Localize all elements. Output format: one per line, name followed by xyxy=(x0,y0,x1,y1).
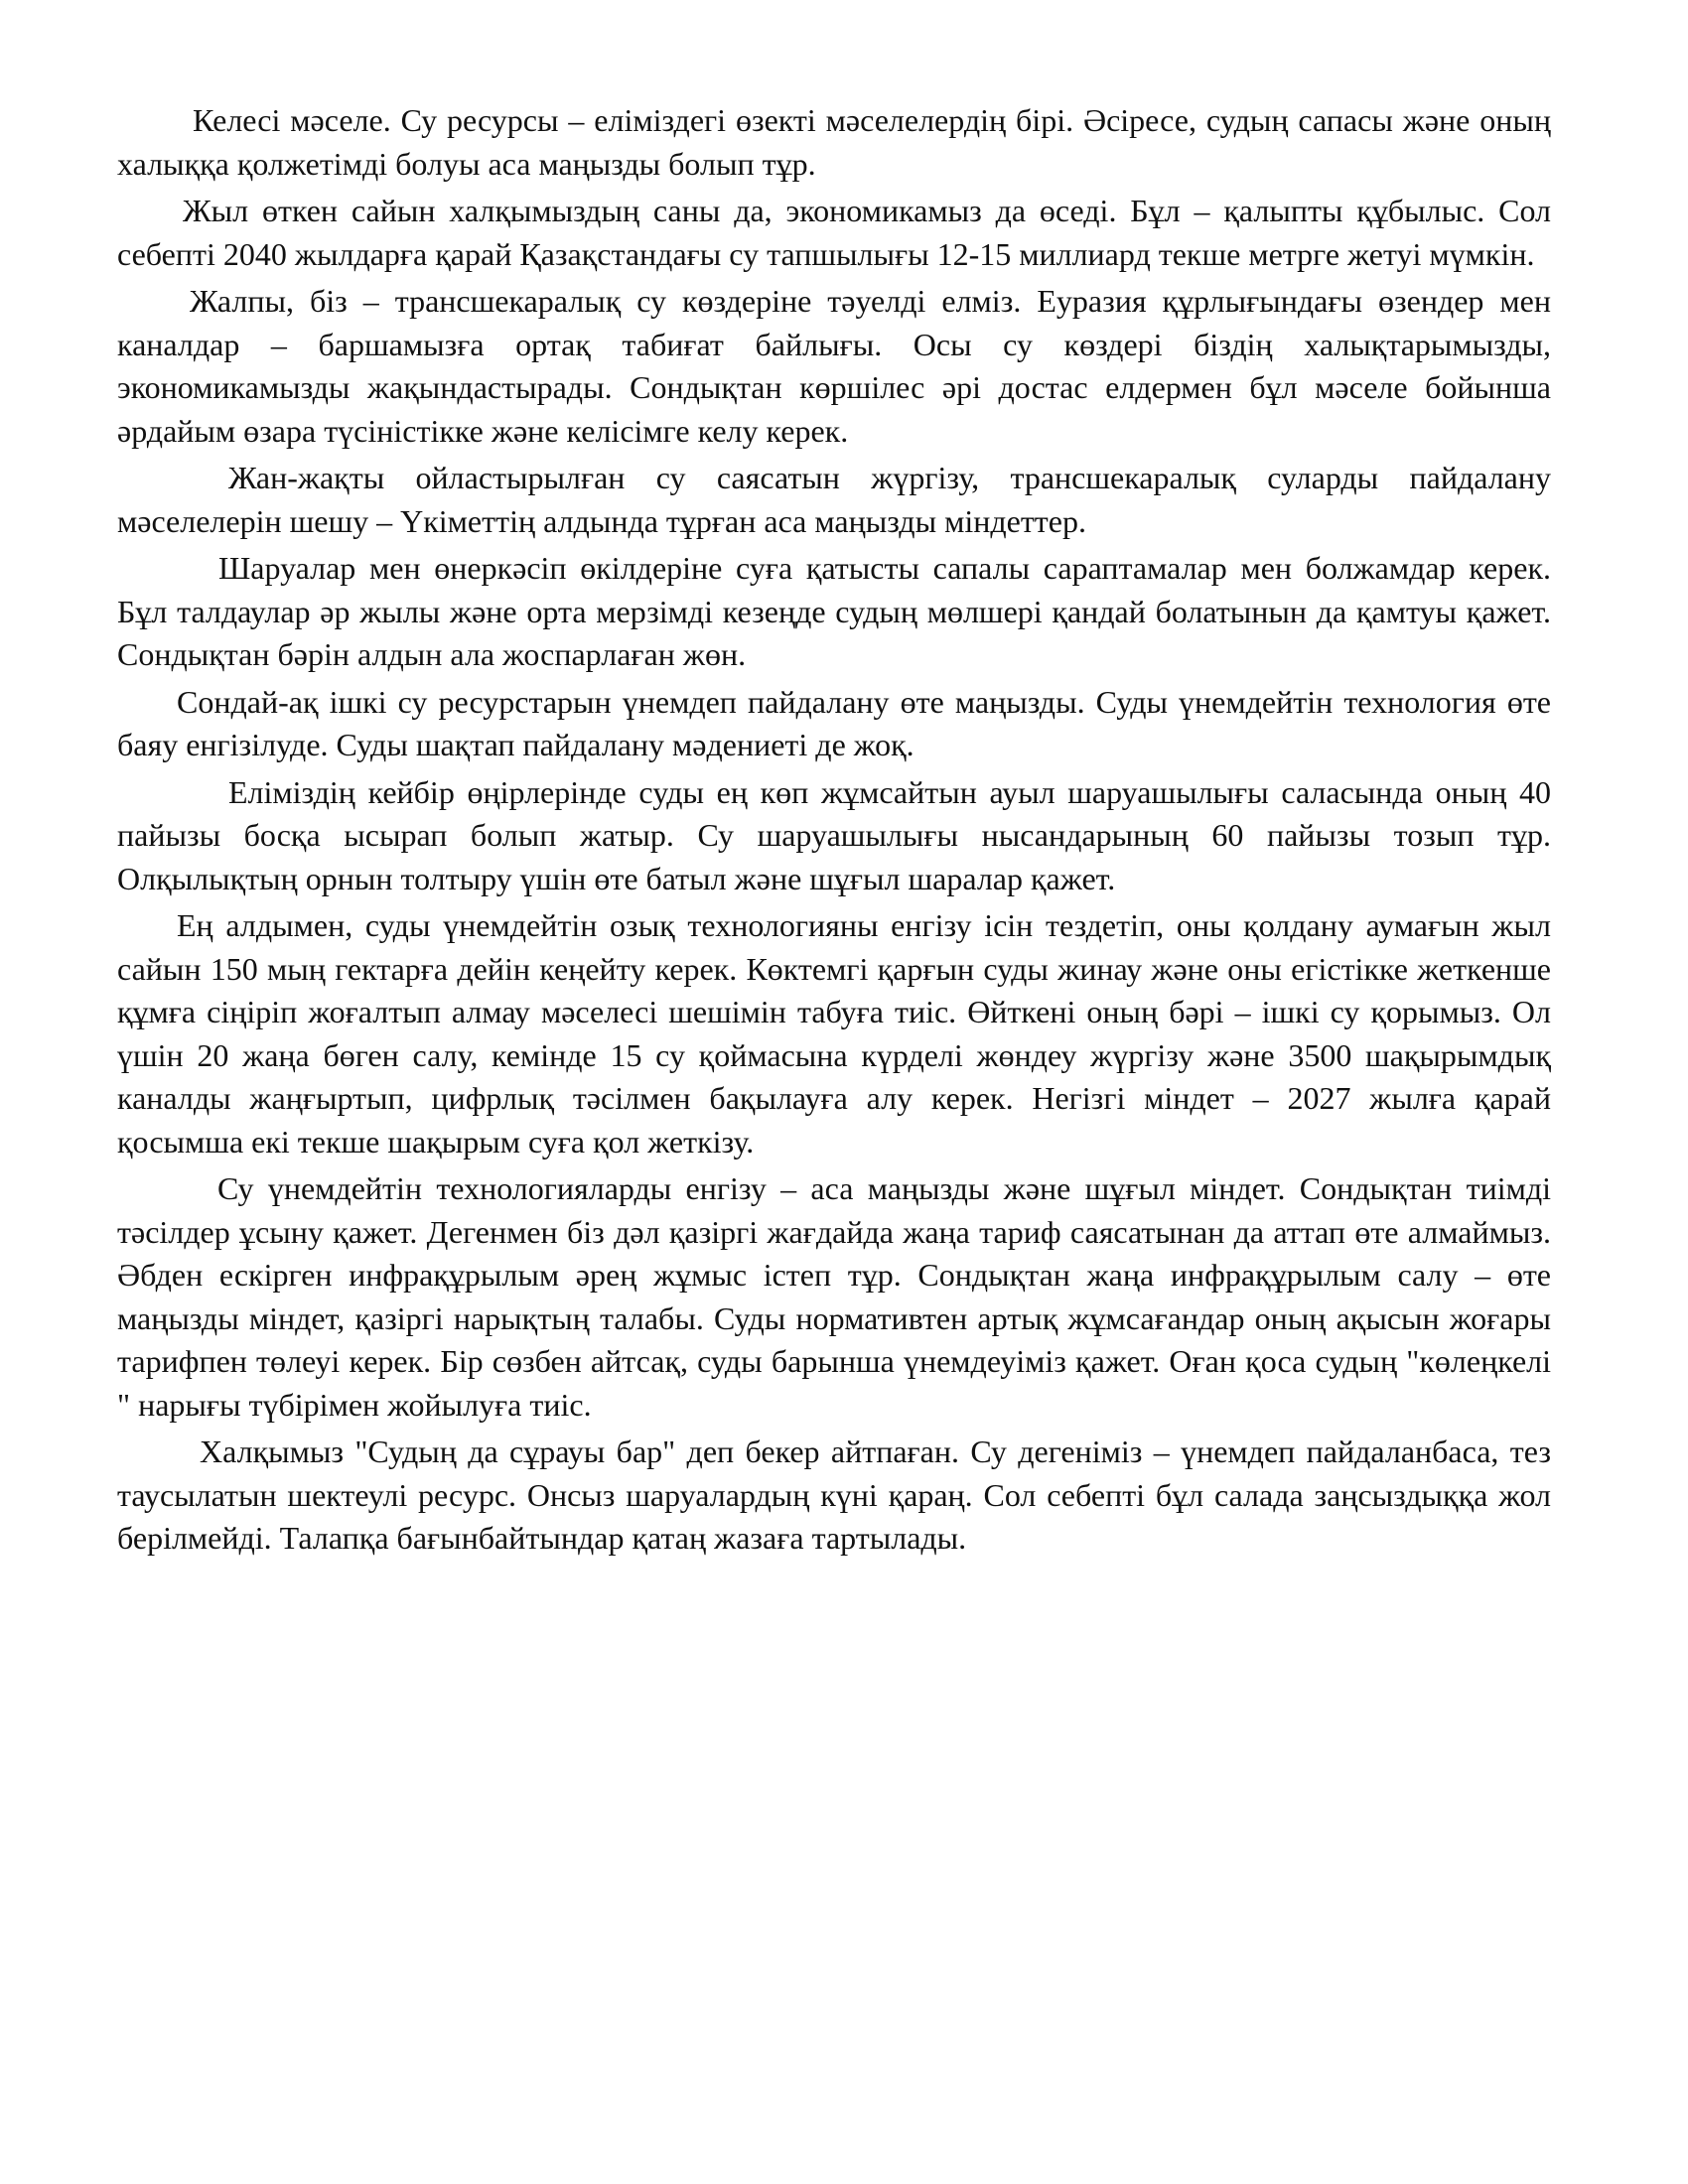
paragraph-7: Еліміздің кейбір өңірлерінде суды ең көп жұмсайтын ауыл шаруашылығы саласында оның 40 пайызы босқа ысырап болып жатыр. Су шаруашылығы нысандарының 60 пайызы тозып тұр. Олқылықтың орнын толтыру үшін өте батыл және шұғыл шаралар қажет. xyxy=(117,773,1551,896)
paragraph-3: Жалпы, біз – трансшекаралық су көздеріне тәуелді елміз. Еуразия құрлығындағы өзендер мен каналдар – баршамызға ортақ табиғат байлығы. Осы су көздері біздің халықтарымызды, экономикамызды жақындастырады. Сондықтан көршілес әрі достас елдермен бұл мәселе бойынша әрдайым өзара түсіністікке және келісімге келу керек. xyxy=(117,283,1551,449)
paragraph-10: Халқымыз "Судың да сұрауы бар" деп бекер айтпаған. Су дегеніміз – үнемдеп пайдаланбаса, тез таусылатын шектеулі ресурс. Онсыз шаруалардың күні қараң. Сол себепті бұл салада заңсыздыққа жол берілмейді. Талапқа бағынбайтындар қатаң жазаға тартылады. xyxy=(117,1433,1551,1556)
paragraph-5: Шаруалар мен өнеркәсіп өкілдеріне суға қатысты сапалы сараптамалар мен болжамдар керек. Бұл талдаулар әр жылы және орта мерзімді кезеңде судың мөлшері қандай болатынын да қамтуы қажет. Сондықтан бәрін алдын ала жоспарлаған жөн. xyxy=(117,550,1551,672)
paragraph-6: Сондай-ақ ішкі су ресурстарын үнемдеп пайдалану өте маңызды. Суды үнемдейтін технология өте баяу енгізілуде. Суды шақтап пайдалану мәдениеті де жоқ. xyxy=(117,683,1551,762)
document-body xyxy=(117,99,1551,1561)
paragraph-4: Жан-жақты ойластырылған су саясатын жүргізу, трансшекаралық суларды пайдалану мәселелерін шешу – Үкіметтің алдында тұрған аса маңызды міндеттер. xyxy=(117,460,1551,539)
paragraph-8: Ең алдымен, суды үнемдейтін озық технологияны енгізу ісін тездетіп, оны қолдану аумағын жыл сайын 150 мың гектарға дейін кеңейту керек. Көктемгі қарғын суды жинау және оны егістікке жеткенше құмға сіңіріп жоғалтып алмау мәселесі шешімін табуға тиіс. Өйткені оның бәрі – ішкі су қорымыз. Ол үшін 20 жаңа бөген салу, кемінде 15 су қоймасына күрделі жөндеу жүргізу және 3500 шақырымдық каналды жаңғыртып, цифрлық тәсілмен бақылауға алу керек. Негізгі міндет – 2027 жылға қарай қосымша екі текше шақырым суға қол жеткізу. xyxy=(117,907,1551,1160)
paragraph-2: Жыл өткен сайын халқымыздың саны да, экономикамыз да өседі. Бұл – қалыпты құбылыс. Сол себепті 2040 жылдарға қарай Қазақстандағы су тапшылығы 12-15 миллиард текше метрге жетуі мүмкін. xyxy=(117,193,1551,272)
paragraph-9: Су үнемдейтін технологияларды енгізу – аса маңызды және шұғыл міндет. Сондықтан тиімді тәсілдер ұсыну қажет. Дегенмен біз дәл қазіргі жағдайда жаңа тариф саясатынан да аттап өте алмаймыз. Әбден ескірген инфрақұрылым әрең жұмыс істеп тұр. Сондықтан жаңа инфрақұрылым салу – өте маңызды міндет, қазіргі нарықтың талабы. Суды нормативтен артық жұмсағандар оның ақысын жоғары тарифпен төлеуі керек. Бір сөзбен айтсақ, суды барынша үнемдеуіміз қажет. Оған қоса судың "көлеңкелі " нарығы түбірімен жойылуға тиіс. xyxy=(117,1170,1551,1423)
paragraph-1: Келесі мәселе. Су ресурсы – еліміздегі өзекті мәселелердің бірі. Әсіресе, судың сапасы және оның халыққа қолжетімді болуы аса маңызды болып тұр. xyxy=(117,102,1551,182)
